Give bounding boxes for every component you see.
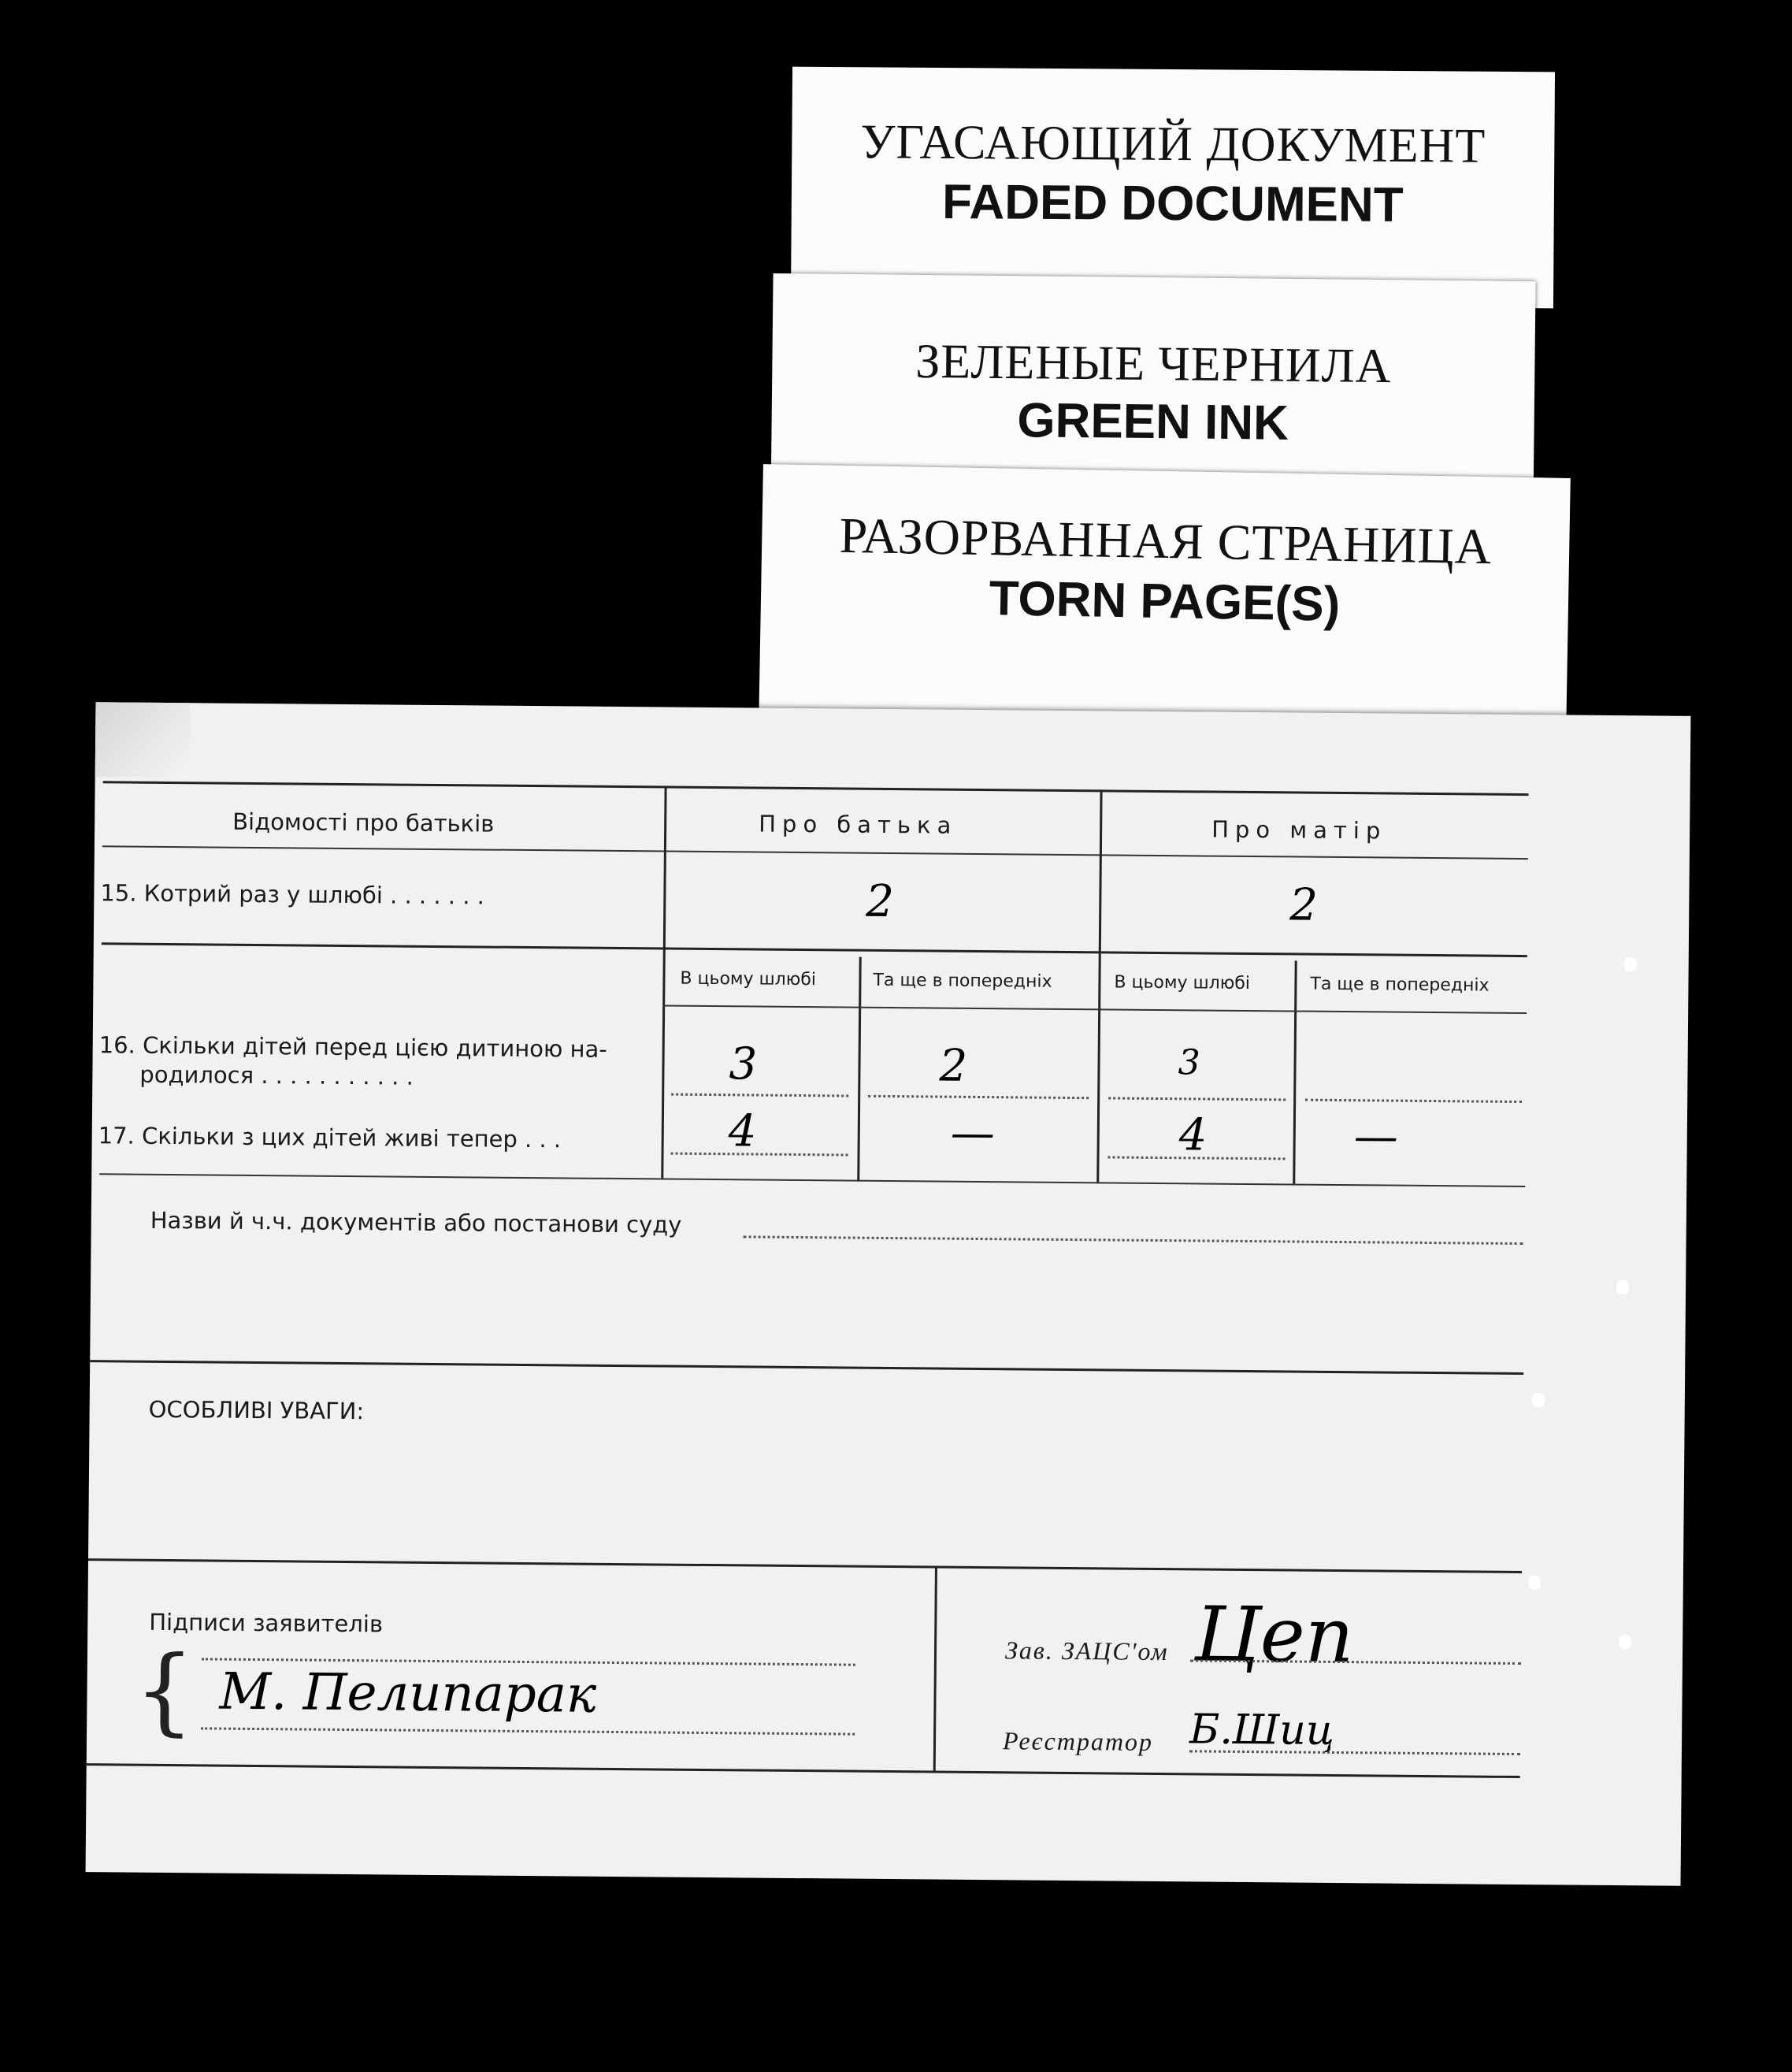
notes-bottom-rule: [88, 1558, 1522, 1573]
margin-speck-5: [1619, 1635, 1631, 1649]
header-bottom-rule: [102, 845, 1528, 860]
row17-father-this: 4: [728, 1105, 757, 1157]
head-label: Зав. ЗАЦС'ом: [1004, 1636, 1169, 1666]
torn-page-en: TORN PAGE(S): [989, 571, 1341, 632]
faded-document-en: FADED DOCUMENT: [941, 174, 1404, 233]
row16-father-this-line: [671, 1094, 848, 1097]
row16-mother-prev-line: [1305, 1099, 1522, 1103]
header-top-rule: [103, 781, 1529, 796]
row17-father-prev: —: [950, 1107, 996, 1160]
registrar-signature: Б.Шиц: [1189, 1706, 1335, 1755]
row15-bottom-rule: [102, 942, 1527, 957]
subheader-bottom-rule: [662, 1004, 1527, 1014]
parents-info-heading: Відомості про батьків: [232, 808, 495, 837]
form-bottom-rule: [87, 1763, 1520, 1778]
applicant-signature: М. Пелипарак: [219, 1662, 597, 1725]
row16-label-line1: 16. Скільки дітей перед цією дитиною на-: [98, 1031, 607, 1063]
mother-column-heading: Про матір: [1211, 815, 1387, 845]
row15-mother-value: 2: [1289, 879, 1319, 931]
margin-speck-2: [1616, 1280, 1629, 1294]
row16-mother-this-line: [1108, 1097, 1286, 1101]
margin-speck-3: [1532, 1393, 1545, 1407]
father-column-heading: Про батька: [759, 810, 958, 839]
row16-father-this: 3: [729, 1038, 758, 1090]
applicant-signature-line-2: [201, 1727, 855, 1735]
row16-father-prev-line: [868, 1095, 1089, 1099]
row17-father-this-line: [671, 1153, 848, 1157]
row17-mother-this: 4: [1178, 1109, 1208, 1161]
documents-label: Назви й ч.ч. документів або постанови суду: [150, 1206, 682, 1238]
registrar-signature-line: [1189, 1750, 1520, 1755]
faded-document-card: [791, 67, 1555, 309]
faded-document-ru: УГАСАЮЩИЙ ДОКУМЕНТ: [860, 115, 1486, 173]
signature-brace: {: [133, 1636, 195, 1747]
father-column-divider: [661, 785, 666, 1179]
mother-this-marriage-subheader: В цьому шлюбі: [1114, 972, 1251, 993]
row15-label: 15. Котрий раз у шлюбі . . . . . . .: [100, 879, 485, 910]
civil-record-form: [86, 702, 1691, 1886]
mother-subcol-divider: [1293, 960, 1297, 1185]
documents-bottom-rule: [90, 1360, 1523, 1375]
registrar-label: Реєстратор: [1002, 1726, 1154, 1756]
father-this-marriage-subheader: В цьому шлюбі: [680, 968, 817, 990]
row17-bottom-rule: [99, 1173, 1525, 1187]
margin-speck-4: [1528, 1576, 1541, 1590]
row16-father-prev: 2: [939, 1040, 968, 1092]
torn-page-card: [759, 464, 1571, 738]
row16-label-line2: родилося . . . . . . . . . . .: [139, 1060, 414, 1090]
father-subcol-divider: [857, 957, 861, 1182]
special-notes-label: ОСОБЛИВІ УВАГИ:: [148, 1395, 365, 1425]
signature-divider: [933, 1566, 937, 1771]
torn-page-ru: РАЗОРВАННАЯ СТРАНИЦА: [839, 507, 1493, 575]
margin-speck-1: [1624, 957, 1637, 971]
green-ink-en: GREEN INK: [1017, 393, 1289, 451]
row15-father-value: 2: [866, 875, 895, 928]
green-ink-ru: ЗЕЛЕНЫЕ ЧЕРНИЛА: [915, 334, 1392, 394]
applicants-signatures-label: Підписи заявителів: [149, 1608, 384, 1638]
head-signature: Цеп: [1193, 1590, 1355, 1680]
father-previous-subheader: Та ще в попередніх: [873, 970, 1052, 992]
row17-mother-prev: —: [1353, 1111, 1399, 1163]
documents-line: [744, 1235, 1523, 1245]
row17-label: 17. Скільки з цих дітей живі тепер . . .: [98, 1122, 562, 1153]
mother-column-divider: [1096, 789, 1102, 1183]
row16-mother-this: 3: [1178, 1042, 1200, 1083]
mother-previous-subheader: Та ще в попередніх: [1310, 974, 1490, 996]
